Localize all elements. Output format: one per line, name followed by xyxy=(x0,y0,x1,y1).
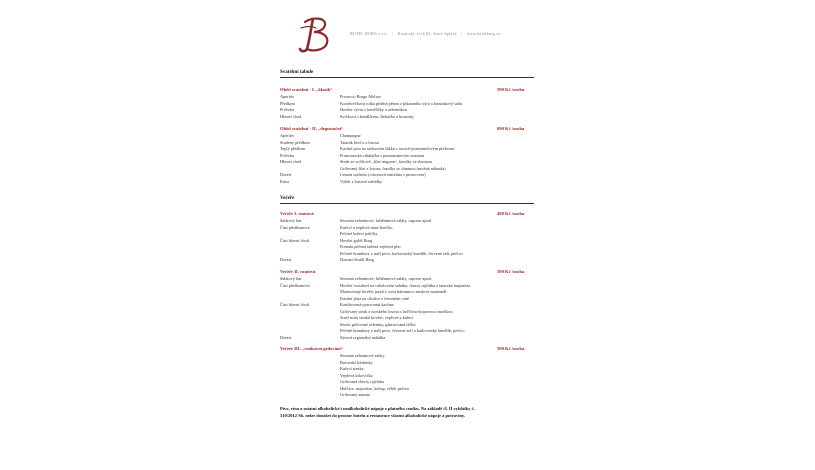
course-dish: Sezón grilované zeleniny, glazírovaná téčka xyxy=(340,321,416,327)
course-dish: Francouzská cibulačka s parmazánovým toustem xyxy=(340,152,425,158)
course-dish: Sezonní zeleninové, luštěninové saláty, caprese apod. xyxy=(340,218,432,223)
menu-price-dinner-1: 490 Kč /osoba xyxy=(497,211,525,216)
menu-row xyxy=(280,153,534,159)
course-dish: Sezonní zeleninové, luštěninové saláty, caprese apod. xyxy=(340,276,432,281)
course-label: Část předkrmová xyxy=(280,282,310,288)
hotel-name: HOTEL BURG s.r.o. xyxy=(350,32,388,36)
letterhead xyxy=(298,14,538,54)
menu-title-wedding-lunch-1: Oběd svatební - I. „klasik“ xyxy=(280,87,333,92)
course-dish: Kachní játra na cibulce a červeném víně xyxy=(340,295,409,301)
hotel-address: Kaunický vrch 82, Staré Splavy xyxy=(397,32,458,36)
course-label: Dezert xyxy=(280,334,292,340)
course-dish: Pečené kuřecí paličky xyxy=(340,231,378,236)
course-label: Teplý předkrm xyxy=(280,146,306,151)
menu-row xyxy=(280,251,534,257)
course-dish: Konfitovaná porcovaná kachna xyxy=(340,302,394,307)
menu-title-wedding-lunch-2: Oběd svatební - II. „degustační“ xyxy=(280,126,344,131)
menu-row xyxy=(280,166,534,172)
course-label: Aperitiv xyxy=(280,133,295,138)
course-label: Polévka xyxy=(280,107,294,112)
course-dish: Kuřecí a vepřové mini řízečky, xyxy=(340,224,394,230)
course-dish: Vepřová krkovička xyxy=(340,372,373,378)
hotel-logo xyxy=(298,14,334,54)
menu-row xyxy=(280,302,534,308)
menu-row xyxy=(280,360,534,366)
menu-row xyxy=(280,114,534,120)
course-label: Část hlavní chod xyxy=(280,237,309,243)
menu-row xyxy=(280,159,534,165)
course-label: Dezert xyxy=(280,172,292,177)
course-dish: Prosecco Borgo Molino xyxy=(340,94,381,99)
hotel-website: www.hotelburg.cz xyxy=(467,32,501,36)
menu-title-dinner-1: Večeře I. rautová xyxy=(280,211,314,216)
course-dish: Marinovaný hovězí jazyk v sosu balsamico-medové marinádě xyxy=(340,289,447,294)
course-label: Hlavní chod xyxy=(280,113,302,119)
menu-row xyxy=(280,353,534,359)
course-dish: Hovězí guláš Burg xyxy=(340,237,373,243)
header-separator: | xyxy=(392,32,394,36)
menu-row xyxy=(280,379,534,385)
notice-line: Pivo, vína a ostatní alkoholické i nealkoholické nápoje z platného ceníku. Na základě čl. II vyhlášky č. xyxy=(280,406,475,411)
menu-row xyxy=(280,315,534,321)
course-dish: Steak ze svíčkové „filet mignon“, fazolky se slaninou xyxy=(340,159,433,164)
course-label: Káva xyxy=(280,178,290,184)
course-dish: Sezonní zeleninové saláty xyxy=(340,353,385,358)
section-divider xyxy=(280,203,534,204)
menu-price-dinner-2: 590 Kč /osoba xyxy=(497,269,525,274)
burg-b-logo-icon xyxy=(298,14,334,54)
course-dish: Kachní prsa na salátovém lůžku s rasově-pomerančovým přelivem xyxy=(340,146,455,151)
beverage-notice xyxy=(280,405,534,420)
letterhead-contact xyxy=(350,32,501,36)
course-dish: Tatarák beef a z lososa xyxy=(340,139,380,145)
menu-row xyxy=(280,146,534,152)
course-dish: Lemon sorbetto (citronová zmrzlina s proseccem) xyxy=(340,172,426,177)
course-label: Část hlavní chod xyxy=(280,302,309,307)
section-title-wedding: Svatební tabule xyxy=(280,70,314,75)
menu-row xyxy=(280,328,534,334)
menu-row xyxy=(280,101,534,107)
menu-row xyxy=(280,366,534,372)
menu-row xyxy=(280,231,534,237)
menu-row xyxy=(280,172,534,178)
menu-row xyxy=(280,335,534,341)
section-divider xyxy=(280,77,534,78)
course-dish: Pečené brambory z naší pece, karlovarský knedlík, červené zelí, pečivo xyxy=(340,250,463,256)
course-label: Polévka xyxy=(280,152,294,158)
menu-row xyxy=(280,140,534,146)
header-separator: | xyxy=(461,32,463,36)
course-dish: Hořčice, majonéza, kečup, výběr pečiva xyxy=(340,385,409,391)
course-dish: Champagne xyxy=(340,133,361,138)
course-dish: Hovězí vývar s knedlíčky a zeleninkou xyxy=(340,107,407,112)
menu-row xyxy=(280,179,534,185)
course-label: Studený předkrm xyxy=(280,139,310,145)
menu-row xyxy=(280,107,534,113)
menu-title-dinner-2: Večeře II. rautová xyxy=(280,269,316,274)
menu-price-wedding-lunch-2: 690 Kč /osoba xyxy=(497,126,525,131)
course-dish: Svíčková s knedlíkem, šlehačka a brusinky xyxy=(340,113,414,119)
section-title-dinner: Večeře xyxy=(280,196,295,201)
menu-row xyxy=(280,296,534,302)
menu-price-wedding-lunch-1: 590 Kč /osoba xyxy=(497,87,525,92)
menu-row xyxy=(280,309,534,315)
course-dish: Grilovaný ananas xyxy=(340,392,371,397)
menu-row xyxy=(280,218,534,224)
menu-row xyxy=(280,94,534,100)
menu-row xyxy=(280,283,534,289)
menu-row xyxy=(280,373,534,379)
course-dish: Výběr z kávové nabídky xyxy=(340,178,383,184)
course-dish: Pečené brambory z naší pece, červené zelí a karlovarský knedlík, pečivo xyxy=(340,328,465,333)
course-dish: Srnčí mini steaků hovězí, vepřové a kuřecí xyxy=(340,315,414,320)
course-label: Předkrm xyxy=(280,100,295,106)
course-label: Hlavní chod xyxy=(280,159,302,164)
notice-line: 310/2012 Sb. nelze donášet do prostor hotelu a restaurace vlastní alkoholické nápoje a potraviny. xyxy=(280,413,466,419)
menu-row xyxy=(280,289,534,295)
menu-row xyxy=(280,386,534,392)
course-dish: Grilovaný filet z lososa, fazolky se slaninou (možná náhrada) xyxy=(340,165,446,171)
menu-price-dinner-3: 590 Kč /osoba xyxy=(497,346,525,351)
course-dish: Hovězí roastbeef na rukolovém salátku, cherry rajčátka a tatarská majonéza xyxy=(340,282,471,288)
course-label: Dezert xyxy=(280,257,292,262)
course-dish: Kozobrečková rolka plněná pěnou z pikantního sýra a brusinkový salát xyxy=(340,100,463,106)
course-dish: Grilovaný steak z norského lososa s hořčično-koprovou omáčkou xyxy=(340,308,453,314)
course-label: Část předkrmová xyxy=(280,224,310,230)
course-dish: Kuřecí steaky xyxy=(340,366,364,371)
course-dish: Pomalu pečená tažená vepřová plec xyxy=(340,244,402,249)
course-dish: Bavorské klobásky xyxy=(340,359,373,365)
course-dish: Sýrová regionální nabídka xyxy=(340,334,386,340)
course-dish: Grilovaná cherry rajčátka xyxy=(340,379,384,384)
menu-title-dinner-3: Večeře III. „venkovní grilování“ xyxy=(280,346,344,351)
menu-row xyxy=(280,133,534,139)
menu-row xyxy=(280,238,534,244)
course-label: Salátový bar xyxy=(280,218,302,223)
course-label: Aperitiv xyxy=(280,94,295,99)
menu-row xyxy=(280,276,534,282)
menu-row xyxy=(280,225,534,231)
menu-row xyxy=(280,322,534,328)
menu-row xyxy=(280,244,534,250)
menu-document xyxy=(280,0,538,470)
course-dish: Domácí štrúdl Burg xyxy=(340,257,375,262)
menu-row xyxy=(280,257,534,263)
course-label: Salátový bar xyxy=(280,276,302,281)
menu-row xyxy=(280,392,534,398)
